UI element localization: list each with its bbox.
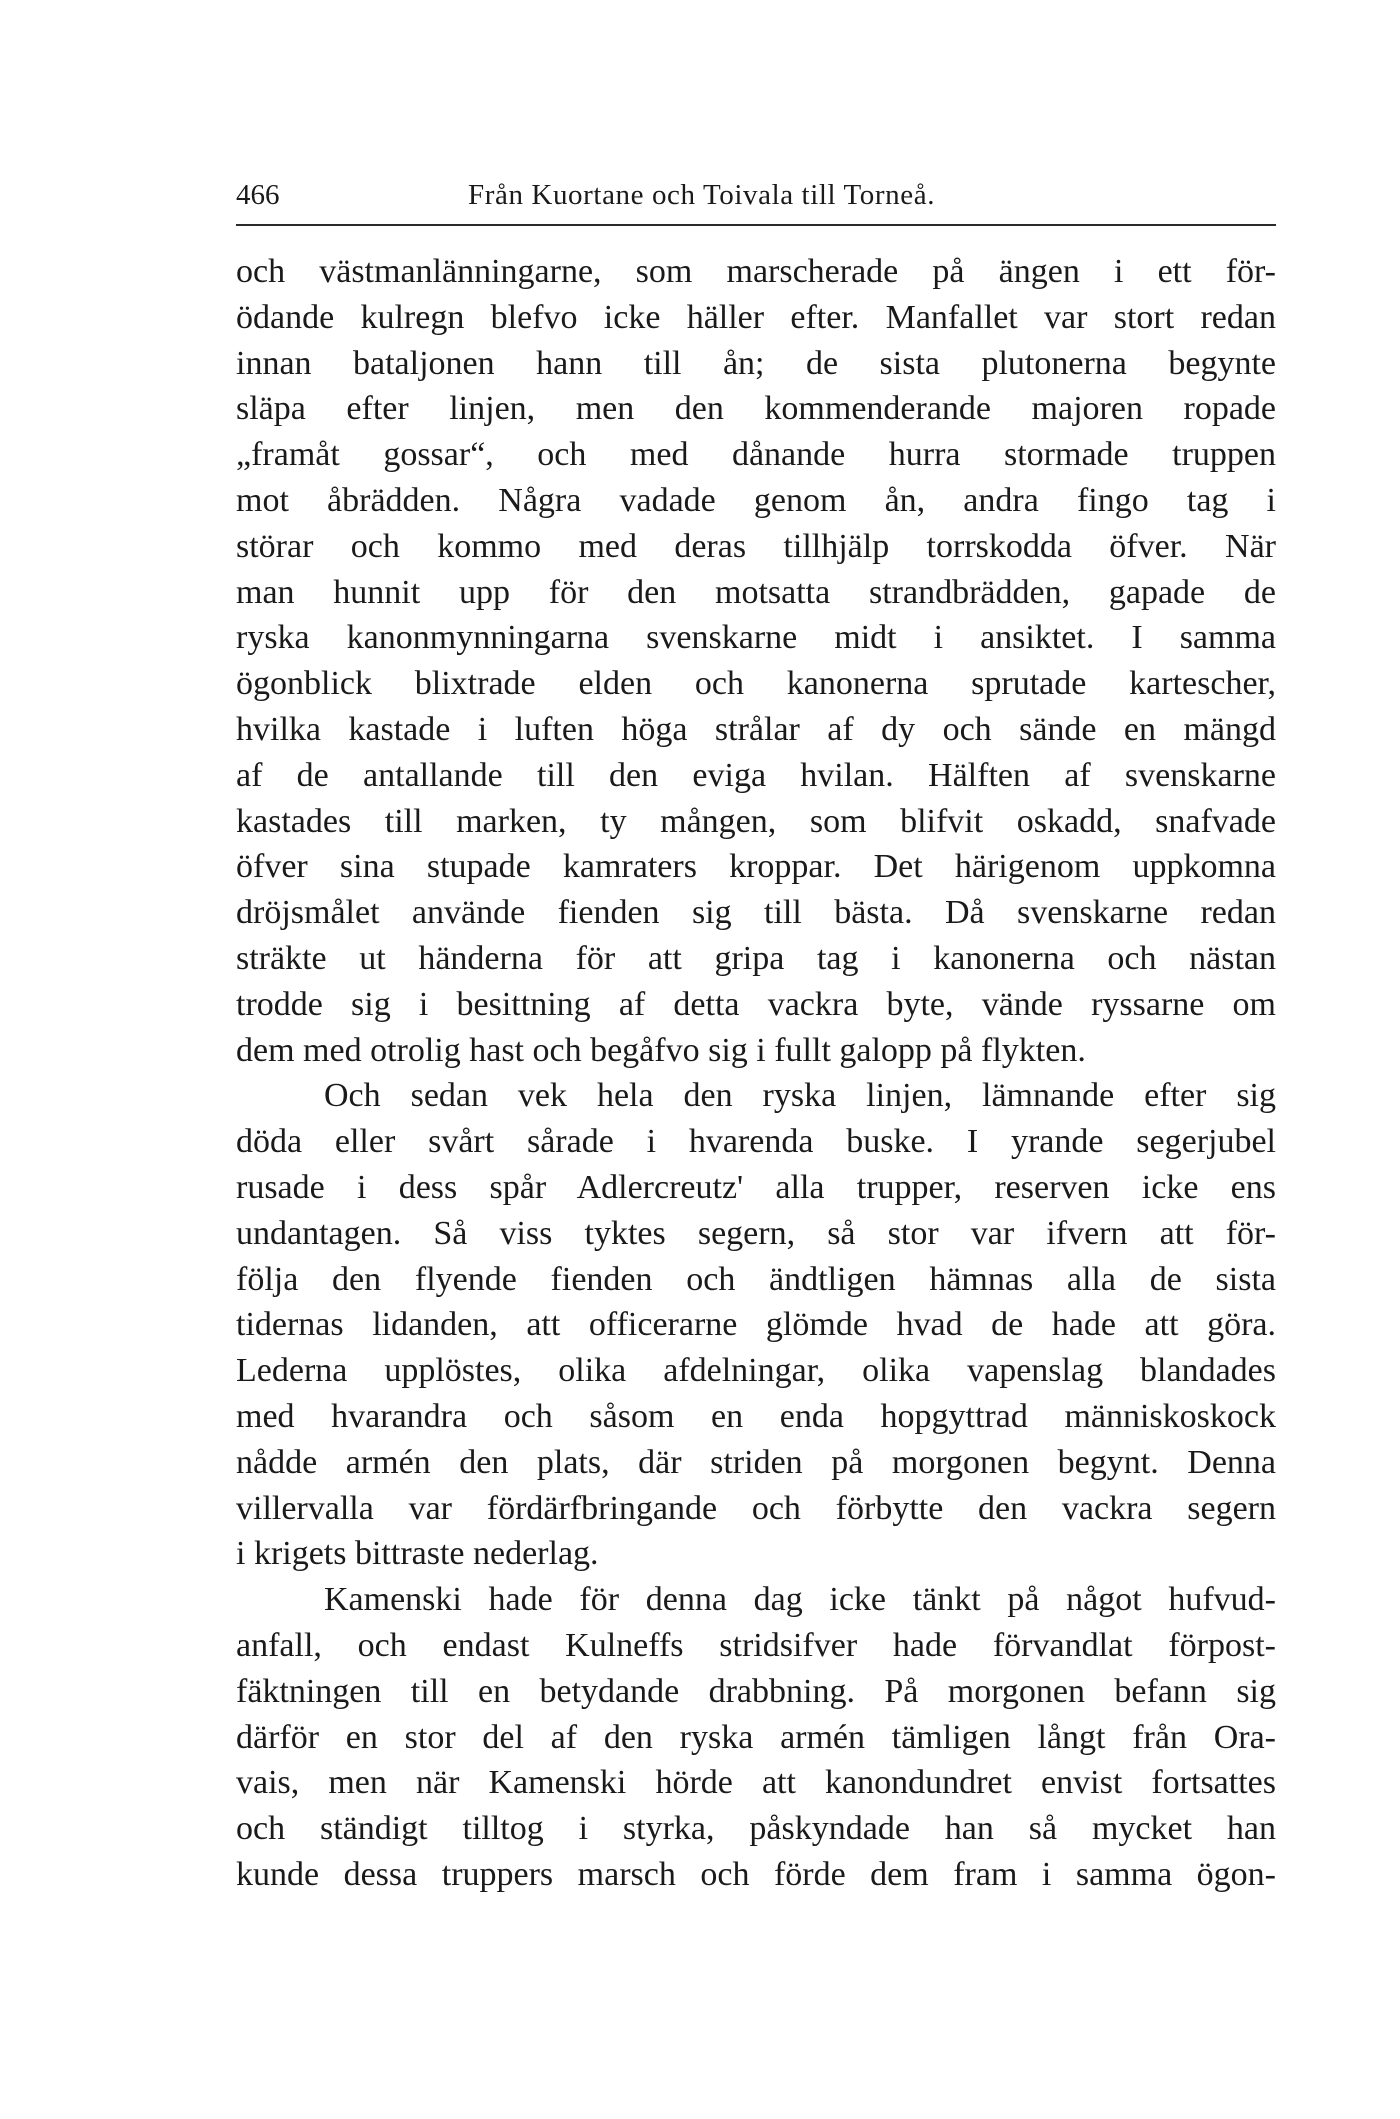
body-text <box>236 249 1276 1898</box>
text-line: öfver sina stupade kamraters kroppar. Det härigenom uppkomna <box>236 848 1276 886</box>
text-line: följa den flyende fienden och ändtligen hämnas alla de sista <box>236 1260 1276 1298</box>
text-line: undantagen. Så viss tyktes segern, så stor var ifvern att för- <box>236 1214 1276 1252</box>
text-line: därför en stor del af den ryska armén tämligen långt från Ora- <box>236 1718 1276 1756</box>
text-line: man hunnit upp för den motsatta strandbrädden, gapade de <box>236 573 1276 611</box>
text-line: trodde sig i besittning af detta vackra byte, vände ryssarne om <box>236 985 1276 1023</box>
text-line: Lederna upplöstes, olika afdelningar, olika vapenslag blandades <box>236 1352 1276 1390</box>
text-line: störar och kommo med deras tillhjälp torrskodda öfver. När <box>236 527 1276 565</box>
text-line: och västmanlänningarne, som marscherade på ängen i ett för- <box>236 253 1276 290</box>
text-line: ögonblick blixtrade elden och kanonerna sprutade kartescher, <box>236 665 1276 703</box>
text-line: fäktningen till en betydande drabbning. På morgonen befann sig <box>236 1672 1276 1710</box>
text-line: „framåt gossar“, och med dånande hurra stormade truppen <box>236 436 1276 474</box>
text-line: Kamenski hade för denna dag icke tänkt på något hufvud- <box>324 1581 1276 1619</box>
text-line: i krigets bittraste nederlag. <box>236 1535 599 1573</box>
text-line: kastades till marken, ty mången, som blifvit oskadd, snafvade <box>236 802 1276 840</box>
text-line: mot åbrädden. Några vadade genom ån, andra fingo tag i <box>236 481 1276 519</box>
text-line: ryska kanonmynningarna svenskarne midt i ansiktet. I samma <box>236 619 1276 657</box>
text-line: Och sedan vek hela den ryska linjen, lämnande efter sig <box>324 1077 1276 1115</box>
text-line: döda eller svårt sårade i hvarenda buske. I yrande segerjubel <box>236 1123 1276 1161</box>
text-line: af de antallande till den eviga hvilan. Hälften af svenskarne <box>236 756 1276 794</box>
text-line: anfall, och endast Kulneffs stridsifver hade förvandlat förpost- <box>236 1626 1276 1664</box>
text-line: kunde dessa truppers marsch och förde dem fram i samma ögon- <box>236 1855 1276 1893</box>
text-line: villervalla var fördärfbringande och förbytte den vackra segern <box>236 1489 1276 1527</box>
text-line: sträkte ut händerna för att gripa tag i kanonerna och nästan <box>236 939 1276 977</box>
text-line: med hvarandra och såsom en enda hopgyttrad människoskock <box>236 1397 1276 1435</box>
running-title: Från Kuortane och Toivala till Torneå. <box>468 179 936 211</box>
text-line: innan bataljonen hann till ån; de sista plutonerna begynte <box>236 344 1276 382</box>
text-line: nådde armén den plats, där striden på morgonen begynt. Denna <box>236 1443 1276 1481</box>
text-line: och ständigt tilltog i styrka, påskyndade han så mycket han <box>236 1810 1276 1848</box>
running-head <box>236 172 1276 218</box>
page-number: 466 <box>236 179 280 211</box>
text-line: tidernas lidanden, att officerarne glömde hvad de hade att göra. <box>236 1306 1276 1344</box>
text-line: dem med otrolig hast och begåfvo sig i fullt galopp på flykten. <box>236 1031 1086 1069</box>
text-line: ödande kulregn blefvo icke häller efter. Manfallet var stort redan <box>236 298 1276 336</box>
header-rule <box>236 224 1276 226</box>
text-line: dröjsmålet använde fienden sig till bästa. Då svenskarne redan <box>236 894 1276 932</box>
text-line: hvilka kastade i luften höga strålar af dy och sände en mängd <box>236 710 1276 748</box>
text-line: rusade i dess spår Adlercreutz' alla trupper, reserven icke ens <box>236 1168 1276 1206</box>
text-line: släpa efter linjen, men den kommenderande majoren ropade <box>236 390 1276 428</box>
text-line: vais, men när Kamenski hörde att kanondundret envist fortsattes <box>236 1764 1276 1802</box>
